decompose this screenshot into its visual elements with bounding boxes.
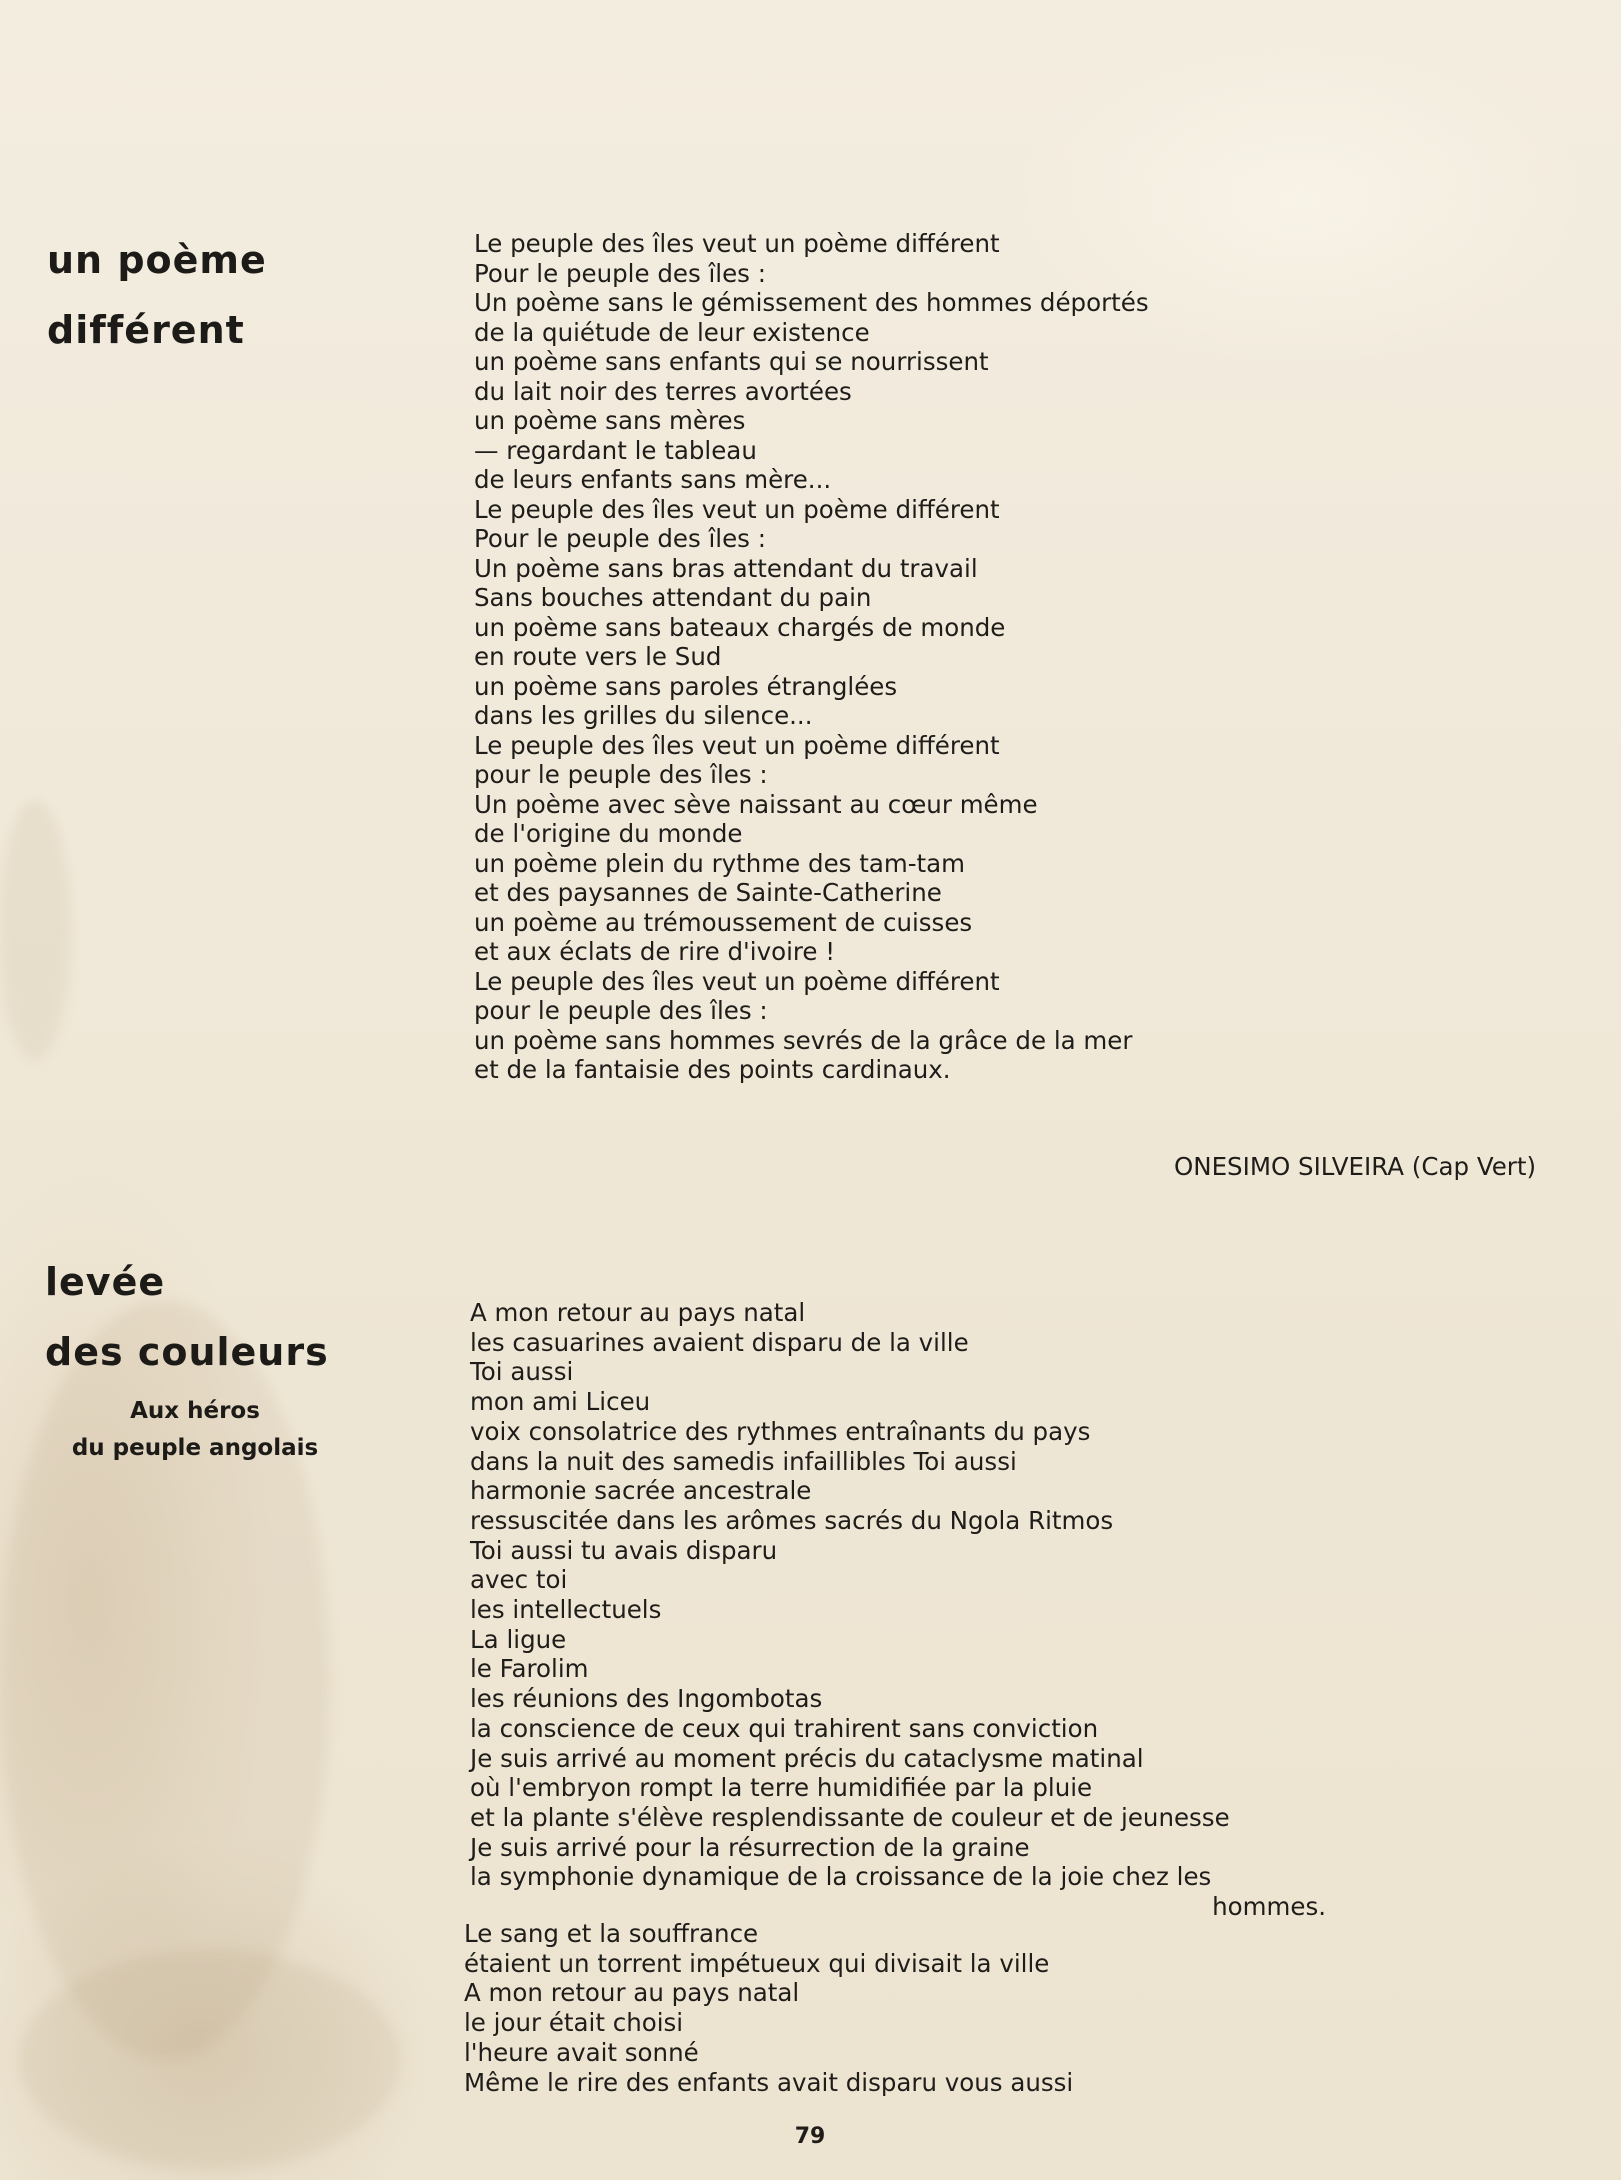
poem-line: Pour le peuple des îles : <box>474 524 766 553</box>
title-line: différent <box>47 308 245 352</box>
poem-line: de la quiétude de leur existence <box>474 317 870 347</box>
poem-line: et aux éclats de rire d'ivoire ! <box>474 937 836 966</box>
poem-dedication <box>40 1393 350 1467</box>
poem-line: dans les grilles du silence... <box>474 701 813 730</box>
poem-line: ressuscitée dans les arômes sacrés du Ngola Ritmos <box>470 1505 1114 1535</box>
poem-line: un poème au trémoussement de cuisses <box>474 907 973 937</box>
poem-line: en route vers le Sud <box>474 642 722 671</box>
poem-line: le jour était choisi <box>464 2008 684 2038</box>
title-line: des couleurs <box>45 1330 329 1374</box>
poem-line: un poème plein du rythme des tam-tam <box>474 848 966 878</box>
poem-line: Un poème sans bras attendant du travail <box>474 553 978 583</box>
poem-title-un-poeme-different <box>47 225 267 365</box>
poem-line: Le peuple des îles veut un poème différent <box>474 494 1000 524</box>
poem-line: le Farolim <box>470 1654 589 1684</box>
poem-line: dans la nuit des samedis infaillibles Toi aussi <box>470 1446 1017 1476</box>
title-line: un poème <box>47 238 267 282</box>
poem-line: A mon retour au pays natal <box>470 1298 806 1327</box>
poem-line: un poème sans mères <box>474 406 746 435</box>
poem-line: étaient un torrent impétueux qui divisait la ville <box>464 1948 1050 1978</box>
poem-line: mon ami Liceu <box>470 1387 651 1417</box>
poem-line: voix consolatrice des rythmes entraînants du pays <box>470 1416 1091 1446</box>
poem-line: un poème sans bateaux chargés de monde <box>474 612 1006 642</box>
poem-line: l'heure avait sonné <box>464 2037 699 2067</box>
poem-levee-des-couleurs <box>470 1298 1330 1922</box>
poem-line: où l'embryon rompt la terre humidifiée par la pluie <box>470 1773 1093 1803</box>
poem-line: Le peuple des îles veut un poème différent <box>474 730 1000 760</box>
poem-line: Sans bouches attendant du pain <box>474 583 872 612</box>
poem-author: ONESIMO SILVEIRA (Cap Vert) <box>1173 1152 1536 1181</box>
poem-line: Même le rire des enfants avait disparu vous aussi <box>464 2067 1074 2097</box>
paper-stain <box>20 1950 400 2170</box>
poem-line: Le sang et la souffrance <box>464 1919 759 1948</box>
poem-line: La ligue <box>470 1624 567 1654</box>
poem-line: et la plante s'élève resplendissante de couleur et de jeunesse <box>470 1802 1230 1832</box>
poem-line: A mon retour au pays natal <box>464 1978 800 2008</box>
dedication-line: du peuple angolais <box>71 1435 319 1461</box>
poem-line: de l'origine du monde <box>474 819 743 848</box>
poem-line: Un poème avec sève naissant au cœur même <box>474 789 1038 819</box>
poem-line: les réunions des Ingombotas <box>470 1684 823 1714</box>
poem-line: la symphonie dynamique de la croissance de la joie chez les <box>470 1862 1212 1892</box>
poem-line: les casuarines avaient disparu de la ville <box>470 1327 969 1357</box>
poem-line: la conscience de ceux qui trahirent sans conviction <box>470 1713 1099 1743</box>
title-line: levée <box>45 1260 166 1304</box>
poem-line: un poème sans enfants qui se nourrissent <box>474 347 989 376</box>
paper-stain <box>0 800 70 1060</box>
poem-line: pour le peuple des îles : <box>474 760 768 789</box>
poem-line: les intellectuels <box>470 1595 662 1625</box>
poem-line: Le peuple des îles veut un poème différent <box>474 966 1000 996</box>
poem-line: Pour le peuple des îles : <box>474 258 766 288</box>
poem-un-poeme-different <box>474 229 1149 1085</box>
poem-line: un poème sans paroles étranglées <box>474 671 898 701</box>
poem-title-levee-des-couleurs <box>45 1247 329 1387</box>
poem-line: pour le peuple des îles : <box>474 996 768 1025</box>
poem-line: du lait noir des terres avortées <box>474 376 852 406</box>
poem-levee-des-couleurs-stanza-2 <box>464 1919 1073 2097</box>
poem-line: — regardant le tableau <box>474 435 757 465</box>
poem-line: de leurs enfants sans mère... <box>474 465 832 494</box>
poem-line: avec toi <box>470 1565 568 1595</box>
page-number: 79 <box>794 2124 826 2149</box>
poem-line: harmonie sacrée ancestrale <box>470 1476 812 1506</box>
poem-line: hommes. <box>1212 1892 1326 1922</box>
poem-line: Un poème sans le gémissement des hommes déportés <box>474 288 1149 317</box>
poem-line: Le peuple des îles veut un poème différent <box>474 229 1000 258</box>
poem-line: Je suis arrivé pour la résurrection de la graine <box>470 1832 1030 1862</box>
poem-line: et des paysannes de Sainte-Catherine <box>474 878 942 907</box>
poem-line: Toi aussi tu avais disparu <box>470 1535 778 1565</box>
poem-line: et de la fantaisie des points cardinaux. <box>474 1055 951 1084</box>
poem-line: Toi aussi <box>470 1357 574 1387</box>
poem-line: Je suis arrivé au moment précis du cataclysme matinal <box>470 1743 1144 1773</box>
dedication-line: Aux héros <box>130 1398 260 1424</box>
poem-line: un poème sans hommes sevrés de la grâce de la mer <box>474 1025 1133 1055</box>
